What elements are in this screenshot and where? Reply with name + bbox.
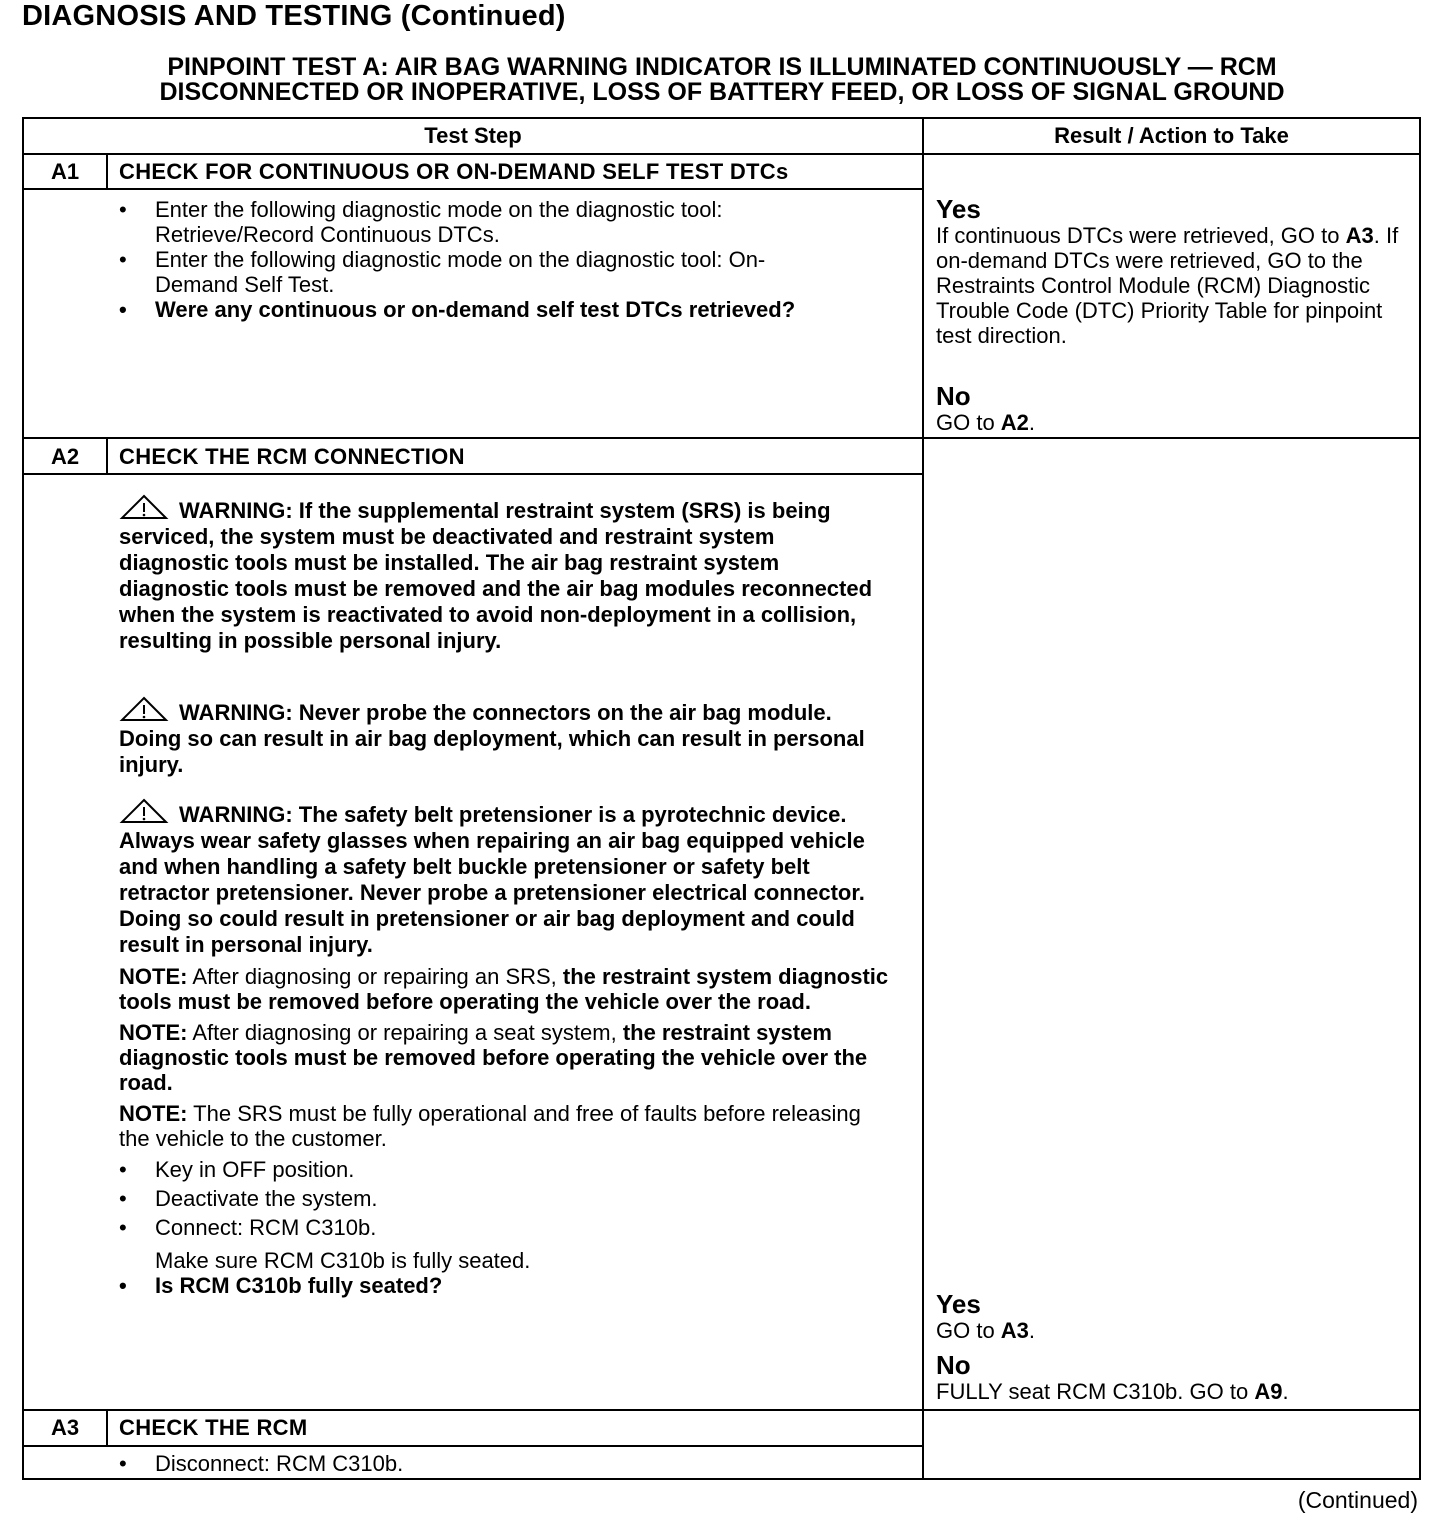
result-no-label: No (936, 381, 971, 411)
bullet-item: • Enter the following diagnostic mode on the diagnostic tool: Retrieve/Record Continuous DTCs. (119, 197, 819, 247)
step-id-a3: A3 (50, 1415, 80, 1440)
a2-title-divider (24, 473, 922, 475)
a3-title-divider (24, 1445, 922, 1447)
note-1: NOTE: After diagnosing or repairing an SRS, the restraint system diagnostic tools must be removed before operating the vehicle over the road. (119, 964, 889, 1014)
id-divider-a1 (106, 155, 108, 189)
a1-title-divider (24, 188, 922, 190)
column-divider (922, 119, 924, 1478)
bullet-item: • Key in OFF position. (119, 1157, 889, 1182)
warning-1: WARNING: If the supplemental restraint system (SRS) is being serviced, the system must be deactivated and restraint system diagnostic tools must be installed. The air bag restraint system diagnostic tools must be removed and the air bag modules reconnected when the system is reactivated to avoid non-deployment in a collision, resulting in possible personal injury. (119, 494, 889, 654)
warning-2: WARNING: Never probe the connectors on the air bag module. Doing so can result in air bag deployment, which can result in personal injury. (119, 696, 889, 778)
step-body-a1 (119, 197, 819, 322)
result-yes-label: Yes (936, 194, 981, 224)
result-no-label: No (936, 1350, 971, 1380)
a2-row-divider (24, 437, 1419, 439)
result-yes-label: Yes (936, 1289, 981, 1319)
bullet-item: • Deactivate the system. (119, 1186, 889, 1211)
result-no-text: FULLY seat RCM C310b. GO to A9. (936, 1379, 1289, 1404)
pinpoint-test-title-line1: PINPOINT TEST A: AIR BAG WARNING INDICATOR IS ILLUMINATED CONTINUOUSLY — RCM (167, 53, 1277, 81)
id-divider-a2 (106, 439, 108, 474)
result-a2 (936, 1290, 1411, 1404)
result-a1 (936, 195, 1411, 435)
column-header-test-step: Test Step (424, 123, 522, 148)
id-divider-a3 (106, 1411, 108, 1446)
step-title-a2: CHECK THE RCM CONNECTION (119, 444, 465, 469)
step-question-a1: • Were any continuous or on-demand self test DTCs retrieved? (119, 297, 819, 322)
bullet-item: • Enter the following diagnostic mode on the diagnostic tool: On-Demand Self Test. (119, 247, 819, 297)
step-id-a2: A2 (50, 444, 80, 469)
note-2: NOTE: After diagnosing or repairing a seat system, the restraint system diagnostic tools must be removed before operating the vehicle over the road. (119, 1020, 868, 1095)
continued-label: (Continued) (1297, 1487, 1418, 1513)
warning-3: WARNING: The safety belt pretensioner is a pyrotechnic device. Always wear safety glasses when repairing an air bag equipped vehicle and when handling a safety belt buckle pretensioner or safety belt retractor pretensioner. Never probe a pretensioner electrical connector. Doing so could result in pretensioner or air bag deployment and could result in personal injury. (119, 798, 889, 958)
a3-row-divider (24, 1409, 1419, 1411)
step-title-a1: CHECK FOR CONTINUOUS OR ON-DEMAND SELF TEST DTCs (119, 159, 789, 184)
bullet-item: • Disconnect: RCM C310b. (119, 1451, 819, 1476)
step-body-a2 (119, 494, 889, 1298)
header-divider (24, 153, 1419, 155)
bullet-item: • Connect: RCM C310b. (119, 1215, 889, 1240)
note-3: NOTE: The SRS must be fully operational and free of faults before releasing the vehicle to the customer. (119, 1101, 861, 1151)
pinpoint-test-title-line2: DISCONNECTED OR INOPERATIVE, LOSS OF BATTERY FEED, OR LOSS OF SIGNAL GROUND (159, 78, 1285, 106)
step-body-a3 (119, 1451, 819, 1476)
step-title-a3: CHECK THE RCM (119, 1415, 308, 1440)
result-yes-text: GO to A3. (936, 1318, 1036, 1343)
warning-triangle-icon (119, 696, 169, 722)
result-no-text: GO to A2. (936, 410, 1036, 435)
step-subtext-a2: Make sure RCM C310b is fully seated. (155, 1248, 531, 1273)
section-header: DIAGNOSIS AND TESTING (Continued) (22, 0, 566, 32)
pinpoint-test-table (22, 117, 1421, 1480)
result-yes-text: If continuous DTCs were retrieved, GO to A3. If on-demand DTCs were retrieved, GO to the Restraints Control Module (RCM) Diagnostic Trouble Code (DTC) Priority Table for pinpoint test direction. (936, 223, 1399, 348)
warning-triangle-icon (119, 798, 169, 824)
step-id-a1: A1 (50, 159, 80, 184)
warning-triangle-icon (119, 494, 169, 520)
step-question-a2: • Is RCM C310b fully seated? (119, 1273, 889, 1298)
column-header-result: Result / Action to Take (1054, 123, 1289, 148)
